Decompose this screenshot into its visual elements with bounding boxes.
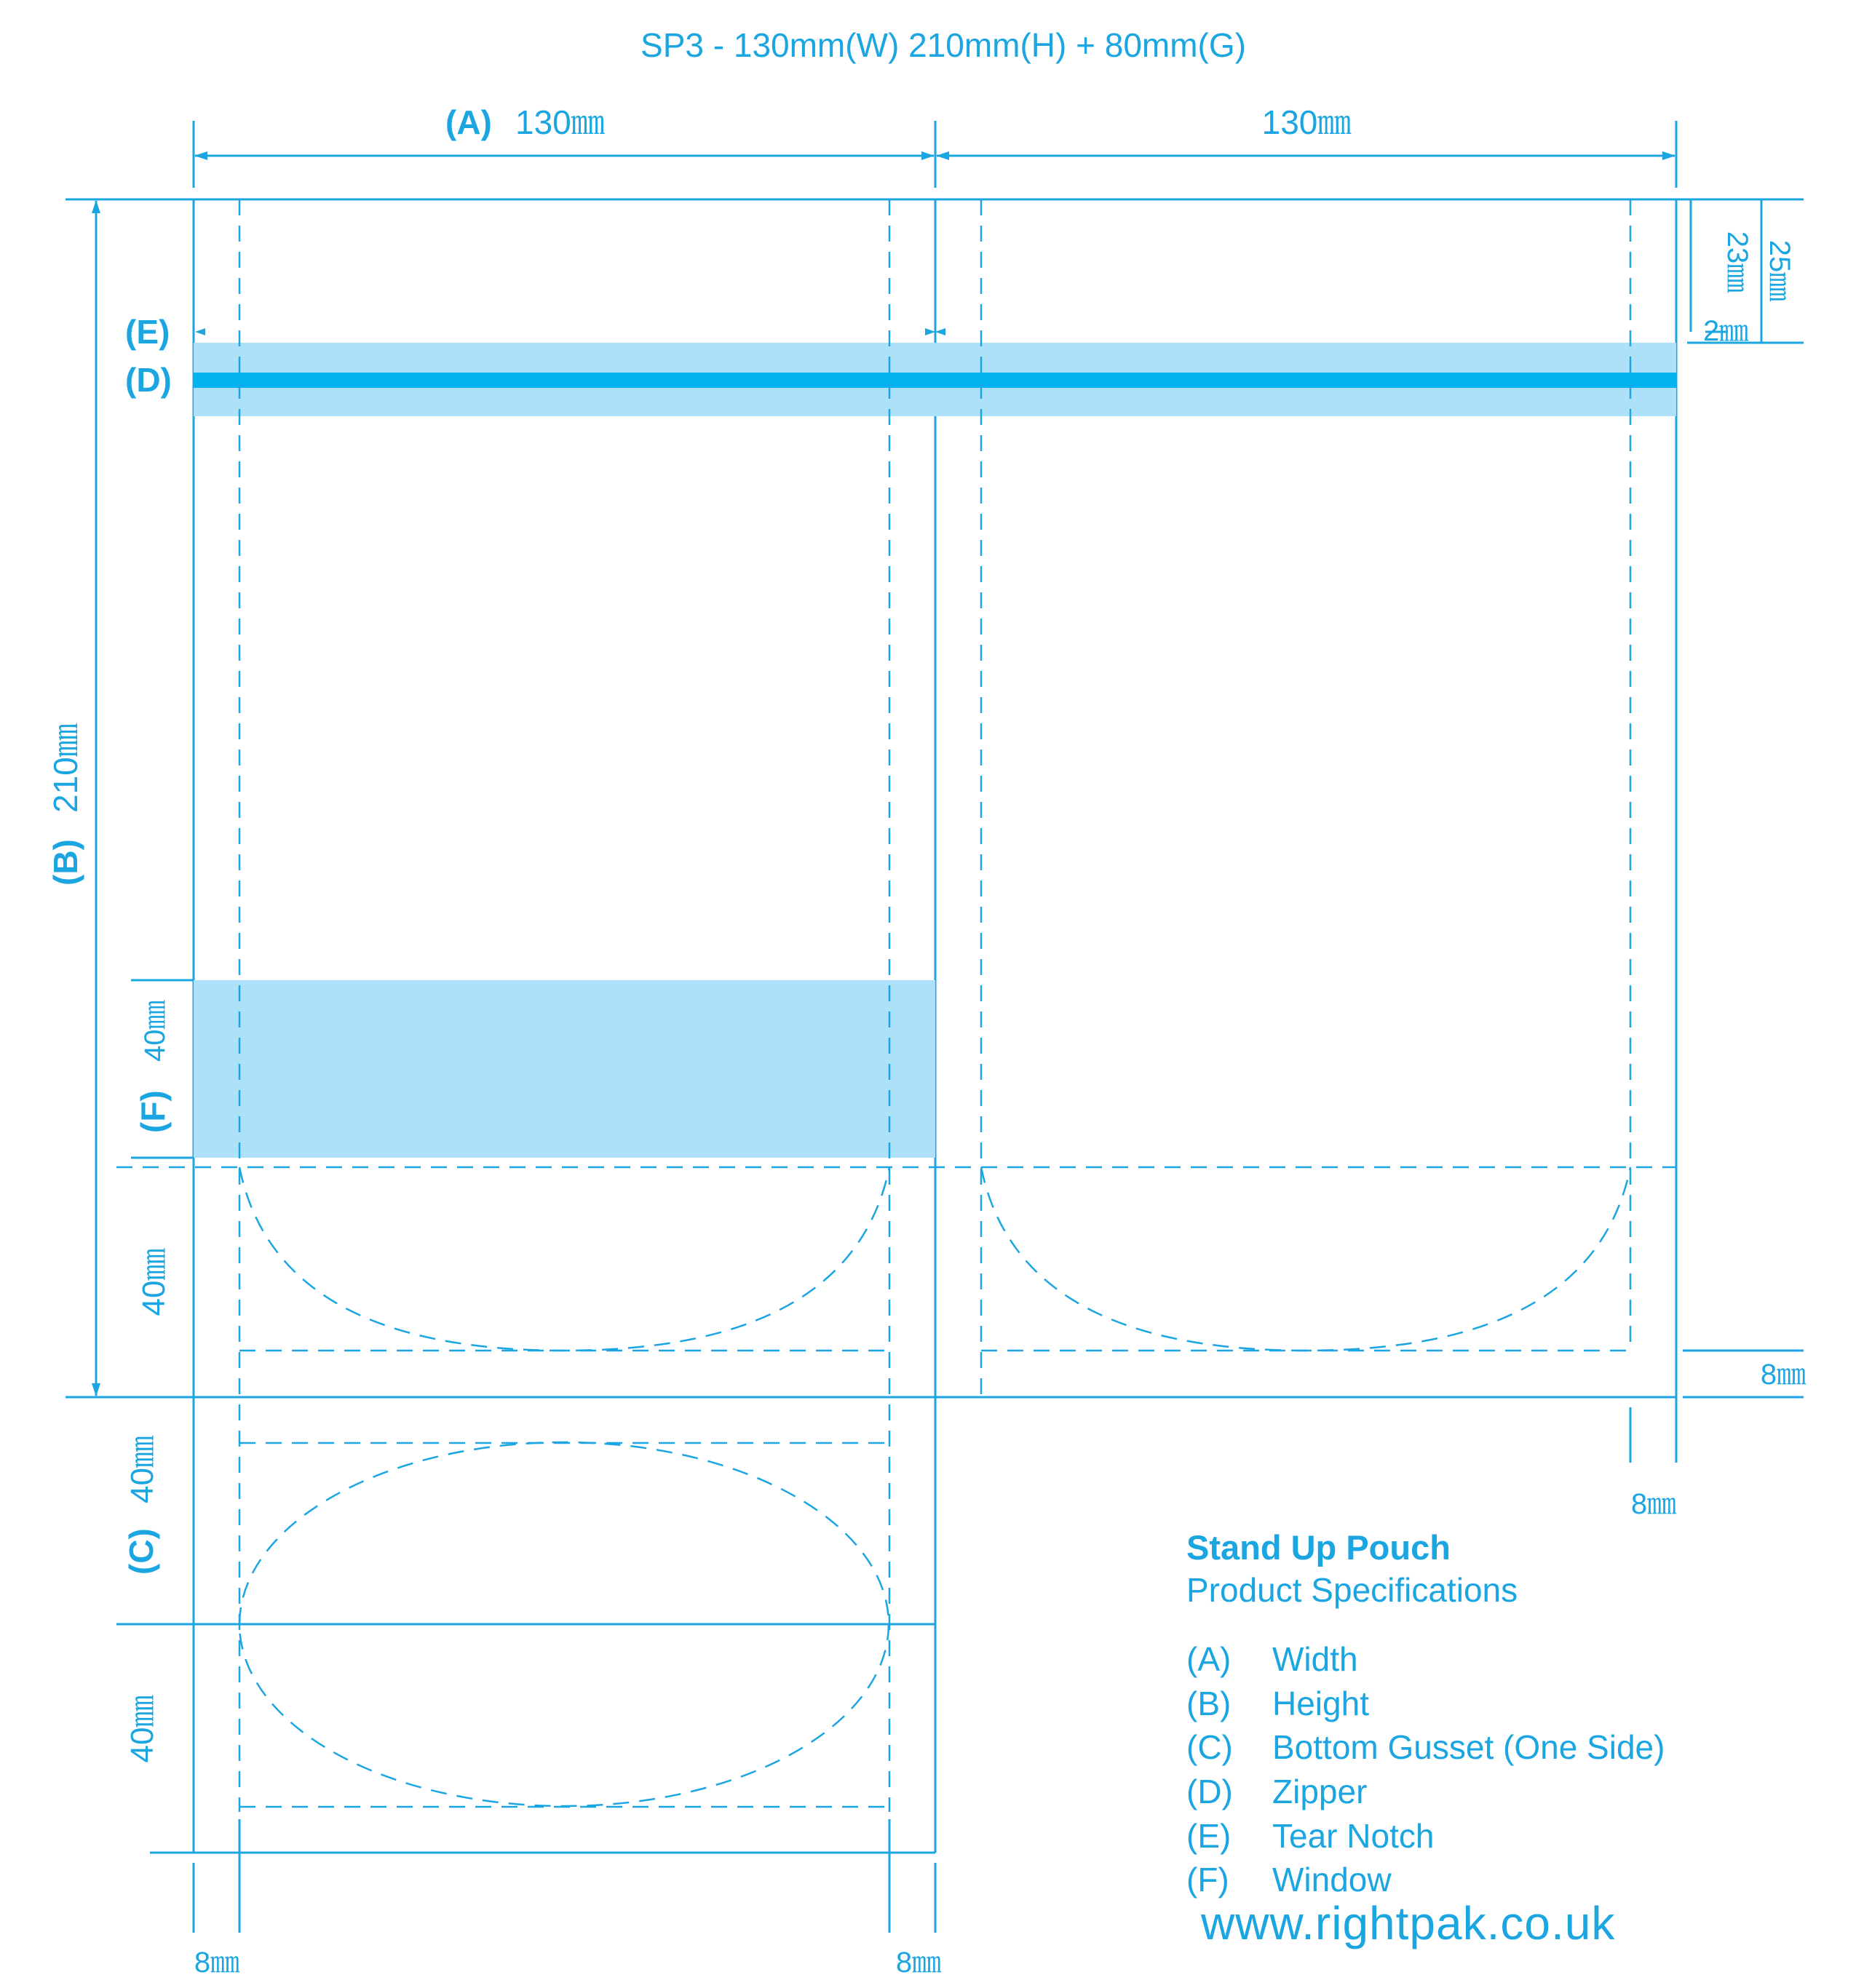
seal-left-label: 8㎜ [194,1947,240,1979]
legend-item [1186,1682,1783,1726]
legend-label: Zipper [1272,1773,1368,1811]
width-key: (A) [445,103,492,141]
legend-label: Tear Notch [1272,1816,1435,1855]
legend-list [1186,1637,1783,1902]
top-total-label: 25㎜ [1764,239,1796,302]
height-key: (B) [47,839,84,886]
zipper-marker: (D) [125,361,172,399]
legend-key: (A) [1186,1640,1232,1679]
front-gusset-label: 40㎜ [136,1248,172,1316]
gusset-label: 40㎜ [124,1436,160,1503]
top-to-zip-label: 23㎜ [1721,231,1753,293]
legend-key: (B) [1186,1684,1232,1722]
seal-right-label: 8㎜ [1630,1488,1677,1520]
legend-item [1186,1637,1783,1682]
zipper-line [194,373,1676,388]
width-back-label: 130㎜ [1261,103,1352,141]
width-label: 130㎜ [515,103,605,141]
window-label: 40㎜ [139,1000,171,1062]
seal-center-label: 8㎜ [895,1947,942,1979]
legend [1186,1527,1783,1902]
legend-key: (C) [1186,1728,1233,1767]
legend-subtitle: Product Specifications [1186,1571,1518,1609]
gusset-lower-label: 40㎜ [124,1695,160,1763]
notch-left-arrow [195,328,205,335]
website-link[interactable]: www.rightpak.co.uk [1201,1897,1616,1949]
height-label: 210㎜ [47,723,84,813]
legend-label: Bottom Gusset (One Side) [1272,1728,1665,1767]
seal-bottom-label: 8㎜ [1760,1359,1807,1391]
window-panel [194,980,935,1158]
seal-bottom-dimension [194,1819,935,1933]
diagram-title: SP3 - 130mm(W) 210mm(H) + 80mm(G) [640,26,1246,64]
legend-item [1186,1770,1783,1814]
legend-item [1186,1813,1783,1858]
legend-item [1186,1858,1783,1902]
width-dimension [194,121,1676,188]
notch-gap-label: 2㎜ [1703,315,1749,347]
legend-key: (E) [1186,1816,1232,1855]
legend-label: Height [1272,1684,1369,1722]
window-key: (F) [134,1090,172,1133]
legend-title: Stand Up Pouch [1186,1528,1451,1567]
legend-label: Width [1272,1640,1358,1679]
legend-label: Window [1272,1861,1392,1899]
legend-key: (D) [1186,1773,1233,1811]
legend-item [1186,1725,1783,1770]
gusset-key: (C) [122,1528,160,1575]
legend-key: (F) [1186,1861,1229,1899]
tear-notch-marker: (E) [125,313,170,351]
